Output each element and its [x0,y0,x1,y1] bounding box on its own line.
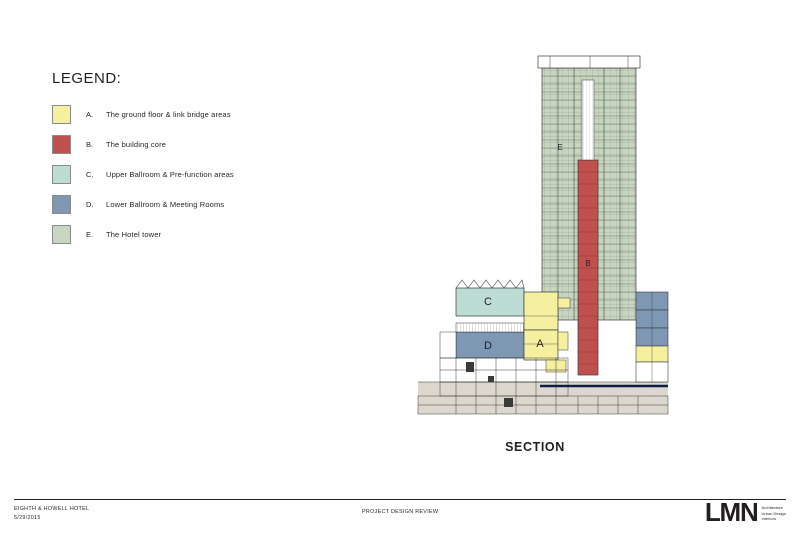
footer-divider [14,499,786,500]
legend-item [52,191,332,217]
legend-item [52,161,332,187]
legend-key: E. [86,229,94,239]
legend-key: D. [86,199,94,209]
legend [52,70,332,251]
footer-project-name: EIGHTH & HOWELL HOTEL [14,506,90,512]
legend-key: C. [86,169,94,179]
legend-swatch-e [52,225,71,244]
legend-item [52,101,332,127]
legend-key: B. [86,139,94,149]
legend-key: A. [86,109,94,119]
legend-label: The ground floor & link bridge areas [106,109,231,119]
logo-wordmark: LMN [704,497,758,527]
marker-b: B [585,259,591,268]
logo-disciplines [762,505,786,524]
legend-item [52,131,332,157]
legend-label: Upper Ballroom & Pre-function areas [106,169,234,179]
legend-title: LEGEND: [52,70,122,87]
legend-label: Lower Ballroom & Meeting Rooms [106,199,225,209]
east-wing-block [636,292,668,382]
lower-ballroom-block [440,323,524,358]
legend-label: The building core [106,139,167,149]
legend-swatch-d [52,195,71,214]
marker-a: A [536,338,544,350]
lmn-logo [704,497,786,527]
logo-line-interiors: Interiors [761,515,776,521]
legend-item [52,221,332,247]
ground-link-block [524,292,570,372]
logo-line-architecture: Architecture [761,505,783,511]
footer-project-info [14,505,89,523]
legend-swatch-b [52,135,71,154]
logo-line-urban-design: Urban Design [761,510,786,516]
legend-swatch-a [52,105,71,124]
footer-document-title: PROJECT DESIGN REVIEW [362,509,439,515]
marker-e: E [557,143,563,152]
marker-d: D [484,340,492,352]
building-section-drawing [400,40,700,430]
marker-c: C [484,296,492,308]
footer-date: 5/29/2015 [14,515,41,521]
section-svg [400,40,700,430]
section-caption: SECTION [505,440,565,454]
legend-swatch-c [52,165,71,184]
legend-label: The Hotel tower [106,229,162,239]
